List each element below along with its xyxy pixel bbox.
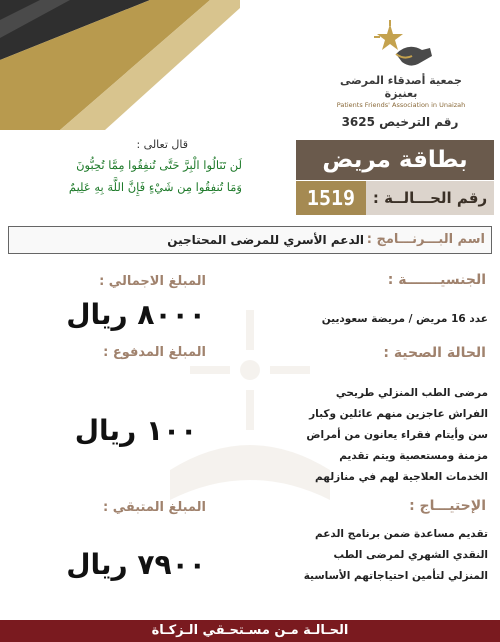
- nationality-text: عدد 16 مريض / مريضة سعوديين: [321, 313, 488, 325]
- case-number: 1519: [296, 181, 366, 215]
- license-number: 3625: [341, 115, 375, 129]
- card-title: بطاقة مريض: [296, 140, 494, 180]
- remaining-amount-value: ٧٩٠٠ ريال: [66, 548, 206, 581]
- organization-name-english: Patients Friends' Association in Unaizah: [336, 101, 466, 109]
- program-bar: [8, 226, 492, 254]
- license-label: رقم الترخيص: [379, 115, 459, 129]
- zakat-footer: الحـالـة مـن مسـتحـقي الـزكـاة: [0, 620, 500, 642]
- verse-line-1: لَن تَنَالُوا الْبِرَّ حَتَّى تُنفِقُوا مِمَّا تُحِبُّونَ: [76, 158, 242, 172]
- decorative-bands: [0, 0, 240, 130]
- need-title: الإحتيـــاج :: [409, 498, 486, 514]
- health-status-text: مرضى الطب المنزلي طريحي الفراش عاجزين منهم عائلين وكبار سن وأيتام فقراء يعانون من أمراض مزمنة ومستعصية ويتم تقديم الخدمات العلاجية لهم في منازلهم: [306, 387, 488, 483]
- case-number-label: رقم الحـــالــة :: [366, 181, 494, 215]
- license-line: [330, 115, 470, 129]
- organization-name-arabic: جمعية أصدقاء المرضى بعنيزة: [340, 74, 462, 100]
- organization-logo: [326, 20, 476, 109]
- nationality-title: الجنسيـــــــة :: [387, 272, 486, 288]
- health-status-title: الحالة الصحية :: [383, 345, 486, 361]
- program-label: اسم البـــرنـــامج :: [366, 232, 485, 247]
- total-amount-value: ٨٠٠٠ ريال: [66, 298, 206, 331]
- paid-amount-value: ١٠٠ ريال: [74, 414, 198, 447]
- verse-line-2: وَمَا تُنفِقُوا مِن شَيْءٍ فَإِنَّ اللَّهَ بِهِ عَلِيمٌ: [68, 180, 242, 194]
- paid-amount-label: المبلغ المدفوع :: [103, 345, 206, 360]
- remaining-amount-label: المبلغ المتبقي :: [103, 500, 206, 515]
- handshake-star-icon: [366, 20, 436, 72]
- program-name: الدعم الأسري للمرضى المحتاجين: [167, 233, 364, 247]
- need-text: تقديم مساعدة ضمن برنامج الدعم النقدي الشهري لمرضى الطب المنزلي لتأمين احتياجاتهم الأساسية: [303, 528, 488, 582]
- total-amount-label: المبلغ الاجمالي :: [99, 274, 206, 289]
- verse-intro: قال تعالى :: [136, 138, 188, 151]
